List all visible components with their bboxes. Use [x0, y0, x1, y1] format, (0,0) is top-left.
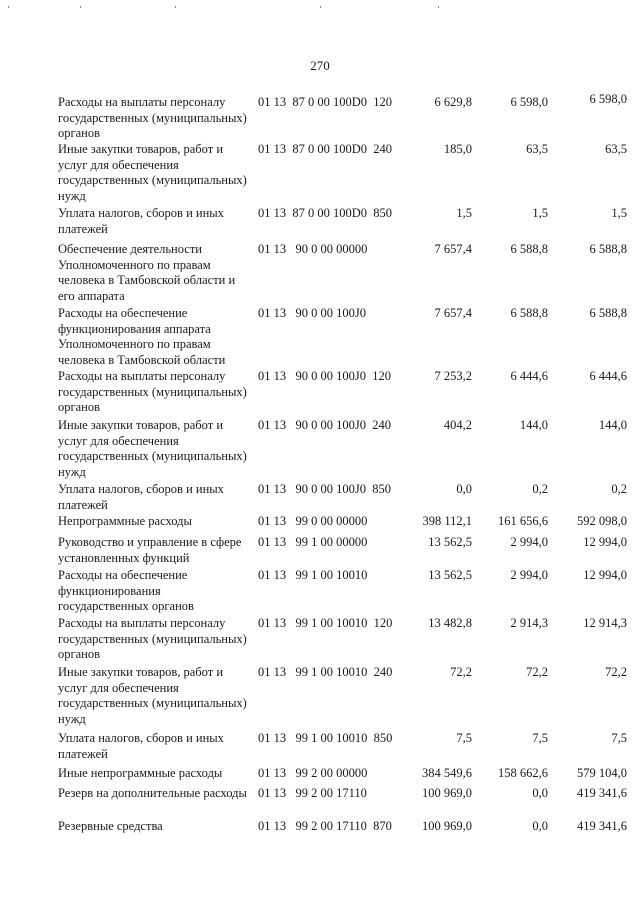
row-value-3: 579 104,0	[577, 766, 627, 780]
row-name: Уплата налогов, сборов и иных платежей	[58, 206, 224, 236]
row-code: 01 13 99 2 00 17110	[258, 786, 367, 800]
row-value-1: 398 112,1	[422, 514, 472, 528]
row-code: 01 13 99 1 00 10010 240	[258, 665, 393, 679]
row-code: 01 13 99 1 00 10010	[258, 568, 368, 582]
row-value-2: 63,5	[526, 142, 548, 156]
row-value-3: 6 444,6	[589, 369, 627, 383]
row-code: 01 13 90 0 00 100J0	[258, 306, 366, 320]
row-value-2: 158 662,6	[498, 766, 548, 780]
row-code: 01 13 87 0 00 100D0 120	[258, 95, 393, 109]
row-value-1: 7 657,4	[434, 242, 472, 256]
row-value-3: 419 341,6	[577, 819, 627, 833]
row-name: Иные непрограммные расходы	[58, 766, 223, 780]
row-value-1: 100 969,0	[422, 786, 472, 800]
row-value-1: 72,2	[450, 665, 472, 679]
row-value-3: 6 598,0	[589, 92, 627, 106]
row-code: 01 13 87 0 00 100D0 240	[258, 142, 393, 156]
row-value-3: 63,5	[605, 142, 627, 156]
row-code: 01 13 99 1 00 10010 120	[258, 616, 393, 630]
row-value-3: 144,0	[598, 418, 627, 432]
row-value-2: 144,0	[519, 418, 548, 432]
row-value-2: 161 656,6	[498, 514, 548, 528]
row-value-3: 12 994,0	[583, 535, 627, 549]
row-value-3: 12 994,0	[583, 568, 627, 582]
row-code: 01 13 99 0 00 00000	[258, 514, 368, 528]
row-code: 01 13 87 0 00 100D0 850	[258, 206, 393, 220]
row-value-2: 6 598,0	[510, 95, 548, 109]
row-name: Расходы на выплаты персоналу государственных (муниципальных) органов	[58, 95, 247, 140]
scan-speck	[8, 6, 9, 8]
row-value-2: 2 914,3	[510, 616, 548, 630]
row-value-2: 2 994,0	[510, 568, 548, 582]
row-name: Резерв на дополнительные расходы	[58, 786, 247, 800]
row-value-1: 0,0	[456, 482, 472, 496]
row-code: 01 13 90 0 00 100J0 240	[258, 418, 391, 432]
row-value-3: 72,2	[605, 665, 627, 679]
scan-speck	[438, 6, 439, 8]
row-value-1: 13 482,8	[428, 616, 472, 630]
row-code: 01 13 99 2 00 17110 870	[258, 819, 392, 833]
row-value-1: 7,5	[456, 731, 472, 745]
row-value-2: 0,0	[532, 819, 548, 833]
row-value-3: 419 341,6	[577, 786, 627, 800]
row-value-2: 6 444,6	[510, 369, 548, 383]
row-value-1: 6 629,8	[434, 95, 472, 109]
row-value-2: 7,5	[532, 731, 548, 745]
row-value-1: 7 657,4	[434, 306, 472, 320]
page-number: 270	[310, 58, 330, 73]
scan-specks	[0, 6, 640, 12]
row-code: 01 13 90 0 00 100J0 120	[258, 369, 391, 383]
row-name: Расходы на выплаты персоналу государственных (муниципальных) органов	[58, 369, 247, 414]
row-name: Непрограммные расходы	[58, 514, 192, 528]
row-name: Иные закупки товаров, работ и услуг для обеспечения государственных (муниципальных) нужд	[58, 665, 247, 726]
row-name: Иные закупки товаров, работ и услуг для обеспечения государственных (муниципальных) нужд	[58, 142, 247, 203]
row-name: Иные закупки товаров, работ и услуг для обеспечения государственных (муниципальных) нужд	[58, 418, 247, 479]
row-name: Уплата налогов, сборов и иных платежей	[58, 482, 224, 512]
row-code: 01 13 99 1 00 00000	[258, 535, 368, 549]
row-value-1: 404,2	[443, 418, 472, 432]
row-value-1: 13 562,5	[428, 535, 472, 549]
row-name: Расходы на обеспечение функционирования аппарата Уполномоченного по правам человека в Тамбовской области	[58, 306, 226, 367]
row-name: Обеспечение деятельности Уполномоченного по правам человека в Тамбовской области и его аппарата	[58, 242, 236, 303]
row-value-1: 7 253,2	[434, 369, 472, 383]
scan-speck	[320, 6, 321, 8]
row-value-2: 6 588,8	[510, 242, 548, 256]
scan-speck	[175, 6, 176, 8]
row-value-3: 0,2	[611, 482, 627, 496]
row-value-2: 0,0	[532, 786, 548, 800]
row-name: Руководство и управление в сфере установленных функций	[58, 535, 242, 565]
row-value-3: 6 588,8	[589, 306, 627, 320]
row-value-2: 6 588,8	[510, 306, 548, 320]
row-name: Расходы на выплаты персоналу государственных (муниципальных) органов	[58, 616, 247, 661]
row-value-2: 0,2	[532, 482, 548, 496]
row-value-1: 100 969,0	[422, 819, 472, 833]
row-value-1: 13 562,5	[428, 568, 472, 582]
row-code: 01 13 99 2 00 00000	[258, 766, 368, 780]
row-value-3: 6 588,8	[589, 242, 627, 256]
row-value-1: 384 549,6	[422, 766, 472, 780]
row-value-3: 7,5	[611, 731, 627, 745]
row-code: 01 13 90 0 00 100J0 850	[258, 482, 391, 496]
row-value-2: 2 994,0	[510, 535, 548, 549]
row-code: 01 13 99 1 00 10010 850	[258, 731, 393, 745]
row-name: Резервные средства	[58, 819, 163, 833]
row-name: Уплата налогов, сборов и иных платежей	[58, 731, 224, 761]
row-value-3: 592 098,0	[577, 514, 627, 528]
row-value-1: 1,5	[456, 206, 472, 220]
row-value-2: 1,5	[532, 206, 548, 220]
row-value-3: 12 914,3	[583, 616, 627, 630]
scan-speck	[80, 6, 81, 8]
row-value-1: 185,0	[443, 142, 472, 156]
row-value-2: 72,2	[526, 665, 548, 679]
row-value-3: 1,5	[611, 206, 627, 220]
row-code: 01 13 90 0 00 00000	[258, 242, 368, 256]
row-name: Расходы на обеспечение функционирования государственных органов	[58, 568, 194, 613]
